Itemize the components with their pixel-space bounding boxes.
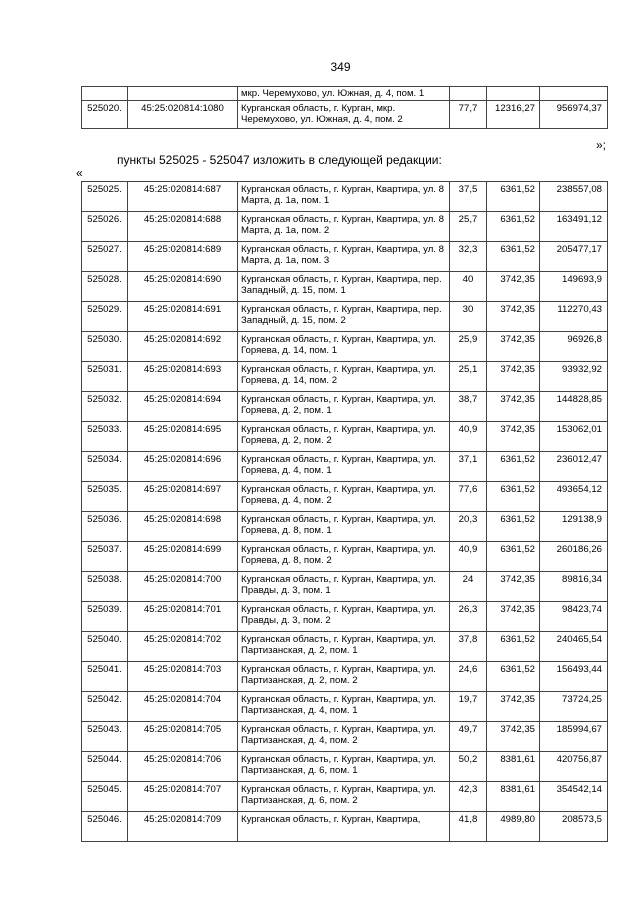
area-cell: 37,8 [450, 632, 487, 662]
area-cell: 40 [450, 272, 487, 302]
area-cell: 32,3 [450, 242, 487, 272]
rate-cell: 3742,35 [487, 302, 540, 332]
area-cell: 40,9 [450, 422, 487, 452]
page-number: 349 [330, 60, 351, 74]
area-cell: 37,1 [450, 452, 487, 482]
area-cell: 24 [450, 572, 487, 602]
row-number: 525035. [82, 482, 128, 512]
address-cell: Курганская область, г. Курган, Квартира, ул. Партизанская, д. 6, пом. 2 [238, 782, 450, 812]
rate-cell: 8381,61 [487, 782, 540, 812]
area-cell: 30 [450, 302, 487, 332]
rate-cell: 8381,61 [487, 752, 540, 782]
rate-cell: 3742,35 [487, 422, 540, 452]
top-table-body [82, 87, 608, 129]
cost-cell: 96926,8 [540, 332, 608, 362]
address-cell: мкр. Черемухово, ул. Южная, д. 4, пом. 1 [238, 87, 450, 101]
cost-cell: 129138,9 [540, 512, 608, 542]
rate-cell [487, 87, 540, 101]
cadastral-number: 45:25:020814:706 [128, 752, 238, 782]
area-cell: 49,7 [450, 722, 487, 752]
address-cell: Курганская область, г. Курган, Квартира, ул. Горяева, д. 14, пом. 2 [238, 362, 450, 392]
row-number: 525031. [82, 362, 128, 392]
rate-cell: 4989,80 [487, 812, 540, 842]
property-table [81, 181, 608, 842]
table-row [82, 782, 608, 812]
area-cell: 50,2 [450, 752, 487, 782]
rate-cell: 12316,27 [487, 101, 540, 129]
area-cell: 77,6 [450, 482, 487, 512]
table-row [82, 302, 608, 332]
rate-cell: 6361,52 [487, 482, 540, 512]
area-cell [450, 87, 487, 101]
cadastral-number: 45:25:020814:696 [128, 452, 238, 482]
row-number: 525027. [82, 242, 128, 272]
area-cell: 26,3 [450, 602, 487, 632]
row-number: 525046. [82, 812, 128, 842]
cadastral-number: 45:25:020814:703 [128, 662, 238, 692]
cadastral-number: 45:25:020814:700 [128, 572, 238, 602]
row-number: 525025. [82, 182, 128, 212]
table-row [82, 722, 608, 752]
rate-cell: 6361,52 [487, 632, 540, 662]
row-number: 525020. [82, 101, 128, 129]
address-cell: Курганская область, г. Курган, Квартира, ул. Горяева, д. 4, пом. 1 [238, 452, 450, 482]
address-cell: Курганская область, г. Курган, Квартира, пер. Западный, д. 15, пом. 1 [238, 272, 450, 302]
area-cell: 40,9 [450, 542, 487, 572]
row-number: 525038. [82, 572, 128, 602]
cadastral-number: 45:25:020814:697 [128, 482, 238, 512]
area-cell: 77,7 [450, 101, 487, 129]
rate-cell: 6361,52 [487, 512, 540, 542]
area-cell: 38,7 [450, 392, 487, 422]
table-row [82, 542, 608, 572]
area-cell: 24,6 [450, 662, 487, 692]
rate-cell: 3742,35 [487, 362, 540, 392]
rate-cell: 6361,52 [487, 212, 540, 242]
cost-cell: 236012,47 [540, 452, 608, 482]
closing-quote: »; [596, 138, 607, 152]
cadastral-number: 45:25:020814:1080 [128, 101, 238, 129]
opening-quote: « [76, 166, 83, 180]
table-row [82, 632, 608, 662]
address-cell: Курганская область, г. Курган, Квартира, ул. Горяева, д. 14, пом. 1 [238, 332, 450, 362]
rate-cell: 6361,52 [487, 542, 540, 572]
address-cell: Курганская область, г. Курган, Квартира, ул. Партизанская, д. 2, пом. 1 [238, 632, 450, 662]
table-row [82, 272, 608, 302]
row-number: 525036. [82, 512, 128, 542]
cadastral-number [128, 87, 238, 101]
rate-cell: 6361,52 [487, 662, 540, 692]
cadastral-number: 45:25:020814:695 [128, 422, 238, 452]
address-cell: Курганская область, г. Курган, Квартира, ул. Правды, д. 3, пом. 1 [238, 572, 450, 602]
rate-cell: 6361,52 [487, 182, 540, 212]
area-cell: 37,5 [450, 182, 487, 212]
table-row [82, 692, 608, 722]
row-number: 525032. [82, 392, 128, 422]
address-cell: Курганская область, г. Курган, мкр. Черемухово, ул. Южная, д. 4, пом. 2 [238, 101, 450, 129]
cadastral-number: 45:25:020814:687 [128, 182, 238, 212]
row-number: 525045. [82, 782, 128, 812]
cost-cell: 144828,85 [540, 392, 608, 422]
top-table [81, 86, 608, 129]
row-number: 525040. [82, 632, 128, 662]
cadastral-number: 45:25:020814:690 [128, 272, 238, 302]
address-cell: Курганская область, г. Курган, Квартира, ул. Горяева, д. 8, пом. 2 [238, 542, 450, 572]
address-cell: Курганская область, г. Курган, Квартира, ул. Партизанская, д. 4, пом. 2 [238, 722, 450, 752]
table-row [82, 392, 608, 422]
cost-cell: 493654,12 [540, 482, 608, 512]
cadastral-number: 45:25:020814:689 [128, 242, 238, 272]
rate-cell: 6361,52 [487, 452, 540, 482]
table-row [82, 332, 608, 362]
cost-cell: 185994,67 [540, 722, 608, 752]
address-cell: Курганская область, г. Курган, Квартира, ул. Горяева, д. 8, пом. 1 [238, 512, 450, 542]
table-row [82, 572, 608, 602]
rate-cell: 6361,52 [487, 242, 540, 272]
address-cell: Курганская область, г. Курган, Квартира, ул. Партизанская, д. 4, пом. 1 [238, 692, 450, 722]
row-number: 525039. [82, 602, 128, 632]
cadastral-number: 45:25:020814:702 [128, 632, 238, 662]
table-row [82, 512, 608, 542]
row-number [82, 87, 128, 101]
row-number: 525028. [82, 272, 128, 302]
cost-cell: 149693,9 [540, 272, 608, 302]
cadastral-number: 45:25:020814:705 [128, 722, 238, 752]
area-cell: 25,9 [450, 332, 487, 362]
cadastral-number: 45:25:020814:701 [128, 602, 238, 632]
cadastral-number: 45:25:020814:707 [128, 782, 238, 812]
table-row [82, 101, 608, 129]
table-row [82, 752, 608, 782]
cost-cell: 956974,37 [540, 101, 608, 129]
cadastral-number: 45:25:020814:709 [128, 812, 238, 842]
address-cell: Курганская область, г. Курган, Квартира, ул. Горяева, д. 2, пом. 1 [238, 392, 450, 422]
cost-cell: 89816,34 [540, 572, 608, 602]
address-cell: Курганская область, г. Курган, Квартира, ул. Горяева, д. 4, пом. 2 [238, 482, 450, 512]
address-cell: Курганская область, г. Курган, Квартира, ул. Правды, д. 3, пом. 2 [238, 602, 450, 632]
cadastral-number: 45:25:020814:704 [128, 692, 238, 722]
table-row [82, 482, 608, 512]
cost-cell: 112270,43 [540, 302, 608, 332]
cadastral-number: 45:25:020814:691 [128, 302, 238, 332]
row-number: 525037. [82, 542, 128, 572]
table-row [82, 452, 608, 482]
row-number: 525029. [82, 302, 128, 332]
address-cell: Курганская область, г. Курган, Квартира, ул. 8 Марта, д. 1а, пом. 3 [238, 242, 450, 272]
address-cell: Курганская область, г. Курган, Квартира, ул. 8 Марта, д. 1а, пом. 2 [238, 212, 450, 242]
address-cell: Курганская область, г. Курган, Квартира, ул. Горяева, д. 2, пом. 2 [238, 422, 450, 452]
cost-cell: 240465,54 [540, 632, 608, 662]
cost-cell: 205477,17 [540, 242, 608, 272]
cost-cell: 153062,01 [540, 422, 608, 452]
address-cell: Курганская область, г. Курган, Квартира, [238, 812, 450, 842]
cost-cell: 93932,92 [540, 362, 608, 392]
cost-cell: 238557,08 [540, 182, 608, 212]
cadastral-number: 45:25:020814:694 [128, 392, 238, 422]
row-number: 525042. [82, 692, 128, 722]
cadastral-number: 45:25:020814:688 [128, 212, 238, 242]
cadastral-number: 45:25:020814:692 [128, 332, 238, 362]
area-cell: 19,7 [450, 692, 487, 722]
cost-cell: 260186,26 [540, 542, 608, 572]
amendment-instruction: пункты 525025 - 525047 изложить в следующей редакции: [117, 153, 442, 167]
row-number: 525033. [82, 422, 128, 452]
cost-cell: 73724,25 [540, 692, 608, 722]
cost-cell: 163491,12 [540, 212, 608, 242]
cadastral-number: 45:25:020814:699 [128, 542, 238, 572]
rate-cell: 3742,35 [487, 572, 540, 602]
address-cell: Курганская область, г. Курган, Квартира, ул. 8 Марта, д. 1а, пом. 1 [238, 182, 450, 212]
row-number: 525044. [82, 752, 128, 782]
area-cell: 41,8 [450, 812, 487, 842]
table-row [82, 212, 608, 242]
cadastral-number: 45:25:020814:693 [128, 362, 238, 392]
address-cell: Курганская область, г. Курган, Квартира, пер. Западный, д. 15, пом. 2 [238, 302, 450, 332]
rate-cell: 3742,35 [487, 392, 540, 422]
cost-cell: 98423,74 [540, 602, 608, 632]
cost-cell [540, 87, 608, 101]
table-row [82, 602, 608, 632]
property-table-body [82, 182, 608, 842]
rate-cell: 3742,35 [487, 602, 540, 632]
row-number: 525041. [82, 662, 128, 692]
rate-cell: 3742,35 [487, 722, 540, 752]
table-row [82, 812, 608, 842]
rate-cell: 3742,35 [487, 272, 540, 302]
cost-cell: 208573,5 [540, 812, 608, 842]
row-number: 525030. [82, 332, 128, 362]
cost-cell: 420756,87 [540, 752, 608, 782]
table-row [82, 662, 608, 692]
area-cell: 42,3 [450, 782, 487, 812]
table-row [82, 242, 608, 272]
area-cell: 20,3 [450, 512, 487, 542]
address-cell: Курганская область, г. Курган, Квартира, ул. Партизанская, д. 6, пом. 1 [238, 752, 450, 782]
cost-cell: 156493,44 [540, 662, 608, 692]
address-cell: Курганская область, г. Курган, Квартира, ул. Партизанская, д. 2, пом. 2 [238, 662, 450, 692]
table-row [82, 182, 608, 212]
row-number: 525034. [82, 452, 128, 482]
cost-cell: 354542,14 [540, 782, 608, 812]
row-number: 525026. [82, 212, 128, 242]
table-row [82, 87, 608, 101]
cadastral-number: 45:25:020814:698 [128, 512, 238, 542]
area-cell: 25,7 [450, 212, 487, 242]
row-number: 525043. [82, 722, 128, 752]
rate-cell: 3742,35 [487, 332, 540, 362]
table-row [82, 362, 608, 392]
rate-cell: 3742,35 [487, 692, 540, 722]
table-row [82, 422, 608, 452]
area-cell: 25,1 [450, 362, 487, 392]
